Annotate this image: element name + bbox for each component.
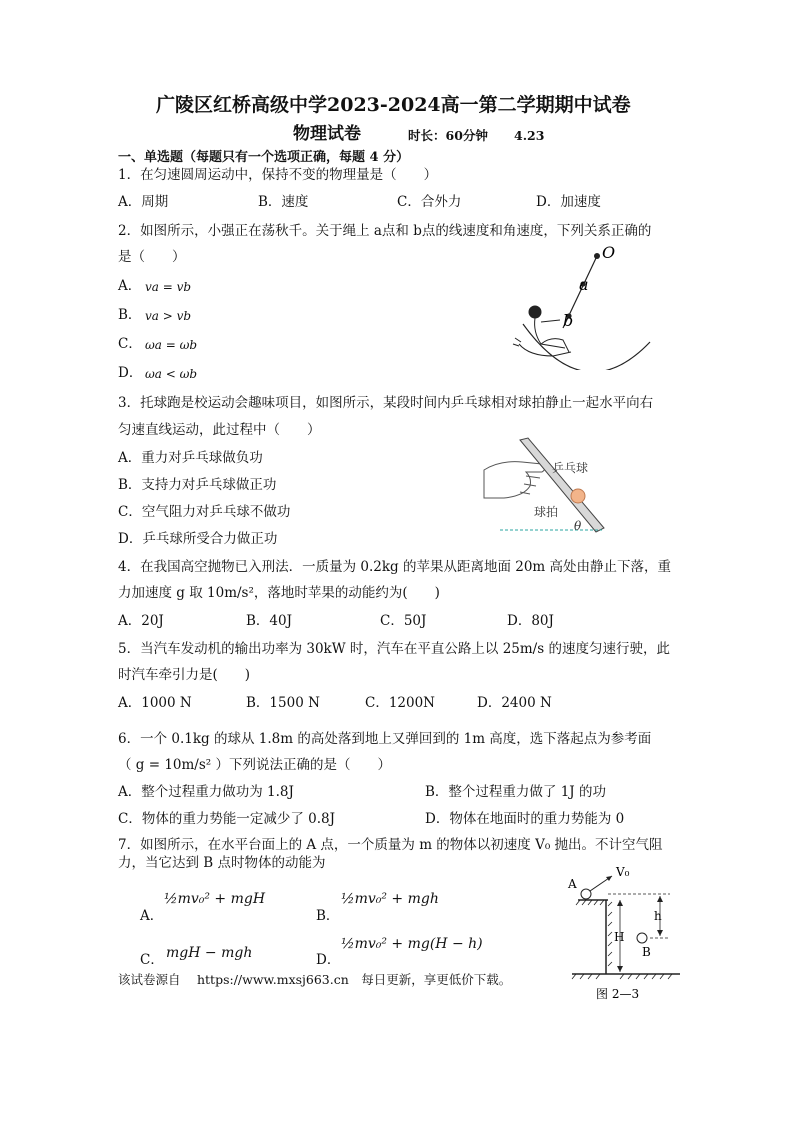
q3-option-b: B．支持力对乒乓球做正功 (118, 477, 277, 493)
q7-option-b-formula: ½mv₀² + mgh (341, 891, 439, 907)
q3-option-c: C．空气阻力对乒乓球不做功 (118, 504, 291, 520)
q5-option-d: D．2400 N (477, 695, 552, 711)
question-7-stem-line1: 7．如图所示，在水平台面上的 A 点，一个质量为 m 的物体以初速度 V₀ 抛出。不计空气阻 (118, 837, 663, 853)
label-height-h-small: h (654, 909, 662, 923)
q1-option-c: C．合外力 (397, 194, 462, 210)
q6-option-d: D．物体在地面时的重力势能为 0 (425, 811, 625, 827)
label-b: b (563, 311, 574, 330)
q5-option-b: B．1500 N (246, 695, 320, 711)
footer-source: 该试卷源自 https://www.mxsj663.cn 每日更新，享更低价下载。 (118, 972, 512, 987)
q2-option-a-formula: va = vb (145, 280, 192, 294)
exam-title: 广陵区红桥高级中学2023-2024高一第二学期期中试卷 (156, 94, 631, 116)
label-paddle: 球拍 (534, 505, 559, 519)
exam-duration: 时长：60分钟 (408, 128, 488, 143)
q3-option-a: A．重力对乒乓球做负功 (118, 450, 263, 466)
projectile-figure (564, 860, 690, 1010)
q4-option-a: A．20J (118, 613, 164, 629)
q2-option-d-formula: ωa < ωb (145, 367, 198, 381)
q7-option-a-formula: ½mv₀² + mgH (164, 891, 266, 907)
q2-option-b-formula: va > vb (145, 309, 192, 323)
q7-option-d-label: D． (316, 952, 341, 968)
q7-option-d-formula: ½mv₀² + mg(H − h) (341, 936, 483, 952)
label-theta: θ (574, 519, 582, 533)
q1-option-b: B．速度 (258, 194, 309, 210)
question-3-stem-line1: 3．托球跑是校运动会趣味项目，如图所示，某段时间内乒乓球相对球拍静止一起水平向右 (118, 395, 654, 411)
q6-option-a: A．整个过程重力做功为 1.8J (118, 784, 294, 800)
q5-option-a: A．1000 N (118, 695, 192, 711)
q7-option-c-label: C． (140, 952, 164, 968)
label-height-h-big: H (614, 930, 625, 944)
question-4-stem-line1: 4．在我国高空抛物已入刑法．一质量为 0.2kg 的苹果从距离地面 20m 高处由静止下落，重 (118, 559, 672, 575)
q7-option-c-formula: mgH − mgh (166, 945, 253, 961)
swing-figure (505, 240, 665, 370)
q1-option-a: A．周期 (118, 194, 169, 210)
question-5-stem-line2: 时汽车牵引力是( ) (118, 667, 251, 683)
exam-date: 4.23 (514, 128, 545, 143)
question-6-stem-line1: 6．一个 0.1kg 的球从 1.8m 的高处落到地上又弹回到的 1m 高度，选下落起点为参考面 (118, 731, 652, 747)
q3-option-d: D．乒乓球所受合力做正功 (118, 531, 278, 547)
q6-option-c: C．物体的重力势能一定减少了 0.8J (118, 811, 336, 827)
question-3-stem-line2: 匀速直线运动，此过程中（ ） (118, 422, 321, 438)
subject-title: 物理试卷 (293, 124, 361, 144)
question-4-stem-line2: 力加速度 g 取 10m/s²，落地时苹果的动能约为( ) (118, 585, 440, 601)
q4-option-d: D．80J (507, 613, 554, 629)
question-2-stem-line1: 2．如图所示，小强正在荡秋千。关于绳上 a点和 b点的线速度和角速度，下列关系正确的 (118, 223, 652, 239)
q2-option-d-label: D． (118, 365, 143, 381)
pivot-o-point (594, 253, 600, 259)
label-v0: V₀ (616, 865, 630, 879)
ping-pong-ball (571, 489, 585, 503)
paddle-ball-figure (470, 432, 630, 537)
question-7-stem-line2: 力，当它达到 B 点时物体的动能为 (118, 855, 326, 871)
section-heading: 一、单选题（每题只有一个选项正确，每题 4 分） (118, 150, 410, 165)
label-point-b: B (642, 945, 651, 959)
q5-option-c: C．1200N (365, 695, 435, 711)
q7-option-b-label: B． (316, 908, 340, 924)
q2-option-c-formula: ωa = ωb (145, 338, 198, 352)
question-2-stem-line2: 是（ ） (118, 249, 186, 265)
hand-icon (484, 462, 545, 498)
label-ping-pong-ball: 乒乓球 (552, 461, 589, 475)
question-6-stem-line2: （ g = 10m/s² ）下列说法正确的是（ ） (118, 757, 391, 773)
question-1-stem: 1．在匀速圆周运动中，保持不变的物理量是（ ） (118, 167, 438, 183)
q2-option-b-label: B． (118, 307, 142, 323)
q7-option-a-label: A． (140, 908, 164, 924)
label-o: O (602, 243, 616, 262)
q6-option-b: B．整个过程重力做了 1J 的功 (425, 784, 607, 800)
q4-option-b: B．40J (246, 613, 293, 629)
q2-option-c-label: C． (118, 336, 142, 352)
q4-option-c: C．50J (380, 613, 427, 629)
q1-option-d: D．加速度 (536, 194, 601, 210)
question-5-stem-line1: 5．当汽车发动机的输出功率为 30kW 时，汽车在平直公路上以 25m/s 的速度匀速行驶，此 (118, 641, 670, 657)
figure-caption: 图 2—3 (596, 987, 640, 1001)
q2-option-a-label: A． (118, 278, 142, 294)
label-point-a: A (568, 877, 577, 891)
label-a: a (579, 275, 589, 294)
